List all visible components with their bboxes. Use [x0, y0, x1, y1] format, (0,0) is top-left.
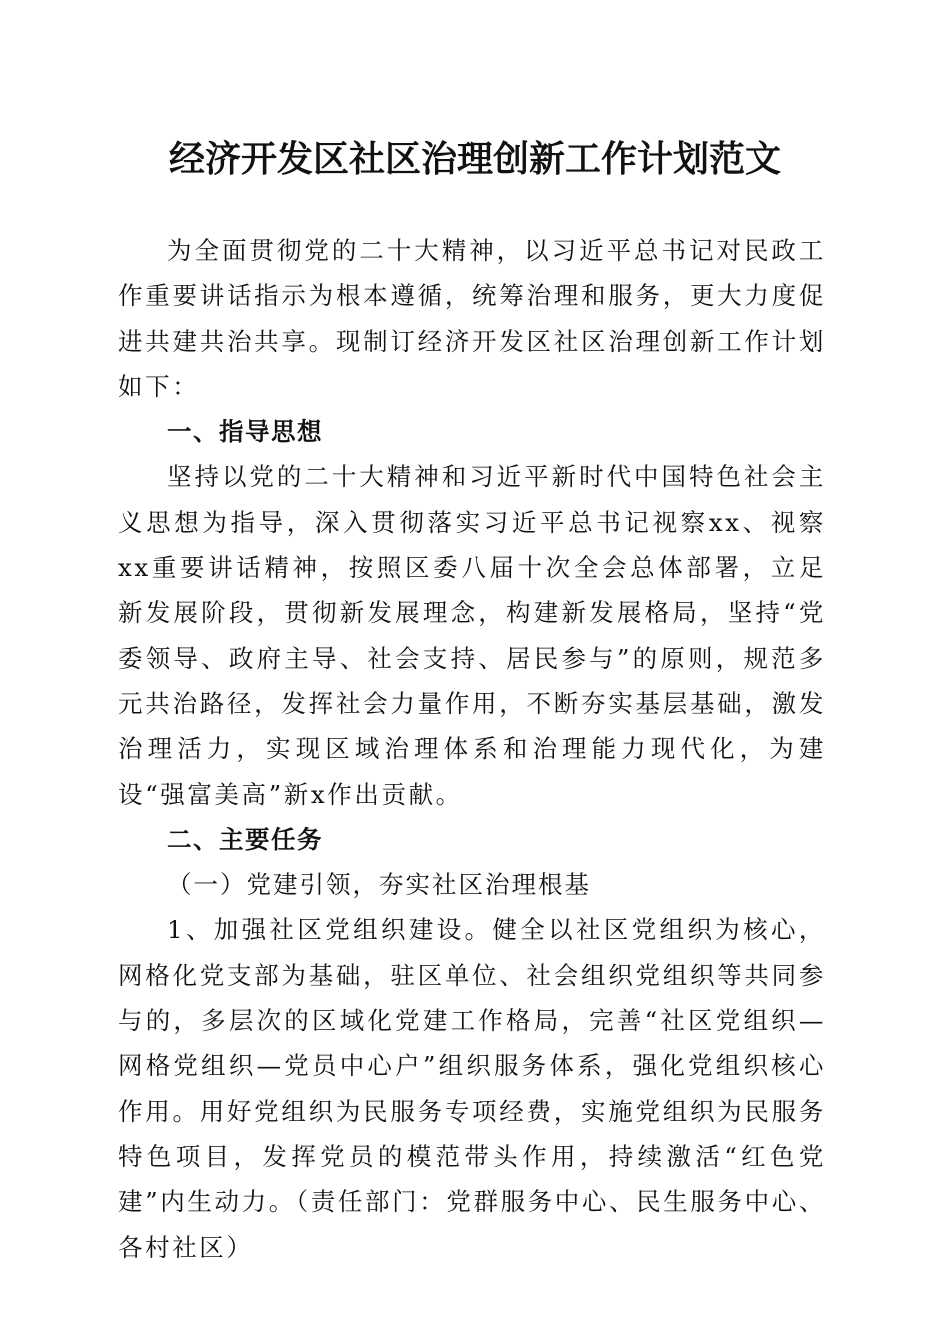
intro-paragraph: 为全面贯彻党的二十大精神，以习近平总书记对民政工作重要讲话指示为根本遵循，统筹治理和服务，更大力度促进共建共治共享。现制订经济开发区社区治理创新工作计划如下： — [118, 236, 826, 401]
document-title: 经济开发区社区治理创新工作计划范文 — [168, 139, 781, 180]
item-paragraph-party-organization: 1、加强社区党组织建设。健全以社区党组织为核心，网格化党支部为基础，驻区单位、社会组织党组织等共同参与的，多层次的区域化党建工作格局，完善“社区党组织—网格党组织—党员中心户”组织服务体系，强化党组织核心作用。用好党组织为民服务专项经费，实施党组织为民服务特色项目，发挥党员的模范带头作用，持续激活“红色党建”内生动力。（责任部门：党群服务中心、民生服务中心、各村社区） — [118, 915, 826, 1262]
subsection-heading-party-building: （一）党建引领，夯实社区治理根基 — [167, 870, 591, 900]
section-heading-main-tasks: 二、主要任务 — [167, 824, 323, 854]
guiding-ideology-paragraph: 坚持以党的二十大精神和习近平新时代中国特色社会主义思想为指导，深入贯彻落实习近平总书记视察xx、视察xx重要讲话精神，按照区委八届十次全会总体部署，立足新发展阶段，贯彻新发展理念，构建新发展格局，坚持“党委领导、政府主导、社会支持、居民参与”的原则，规范多元共治路径，发挥社会力量作用，不断夯实基层基础，激发治理活力，实现区域治理体系和治理能力现代化，为建设“强富美高”新x作出贡献。 — [118, 462, 826, 809]
section-heading-guiding-ideology: 一、指导思想 — [167, 417, 323, 447]
document-body — [118, 228, 826, 1270]
